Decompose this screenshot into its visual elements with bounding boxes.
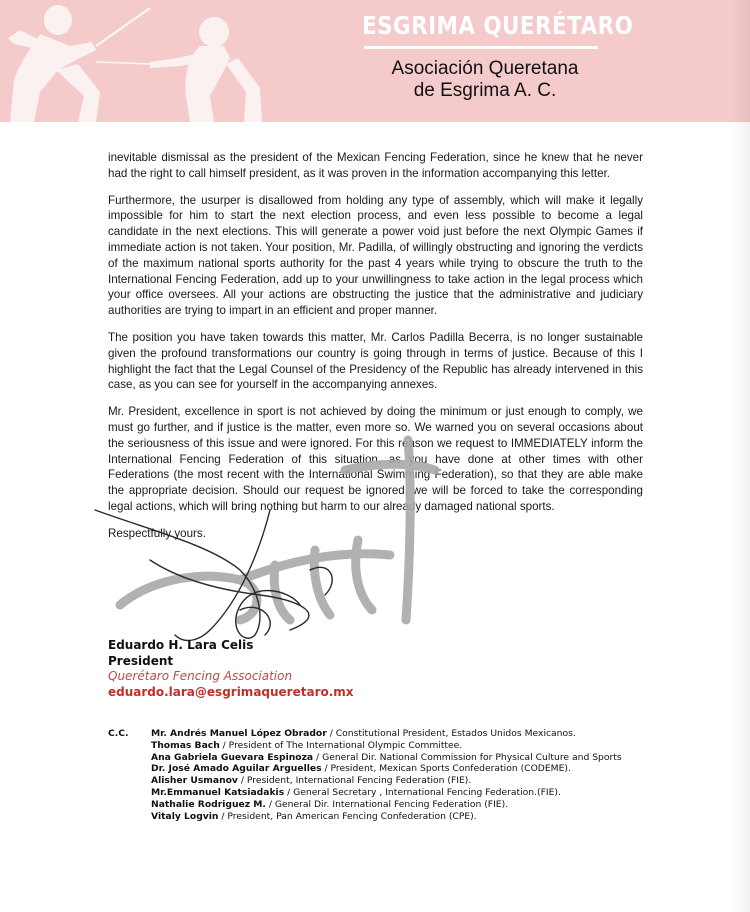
- cc-recipient-role: / President, Pan American Fencing Confederation (CPE).: [218, 810, 477, 822]
- cc-recipient-role: / General Dir. International Fencing Federation (FIE).: [265, 798, 509, 810]
- cc-recipient-name: Thomas Bach: [151, 739, 220, 751]
- cc-recipient-name: Nathalie Rodriguez M.: [151, 798, 266, 810]
- cc-recipient-role: / General Secretary , International Fencing Federation.(FIE).: [284, 786, 561, 798]
- cc-recipient-name: Vitaly Logvin: [151, 810, 219, 822]
- cc-recipient-name: Ana Gabriela Guevara Espinoza: [151, 751, 314, 763]
- paragraph-1: inevitable dismissal as the president of the Mexican Fencing Federation, since he knew that he never had the right to call himself president, as it was proven in the information accompanying this letter.: [108, 151, 643, 180]
- cc-recipient-role: / President, Mexican Sports Confederation (CODEME).: [321, 763, 571, 775]
- cc-recipient-name: Mr. Andrés Manuel López Obrador: [151, 728, 327, 739]
- cc-recipient-role: / President, International Fencing Federation (FIE).: [237, 775, 472, 787]
- org-name-line-2: de Esgrima A. C.: [413, 80, 557, 101]
- cc-recipient-name: Mr.Emmanuel Katsiadakis: [151, 786, 285, 798]
- logo-title: ESGRIMA QUERÉTARO: [362, 11, 634, 40]
- cc-recipient: [151, 740, 671, 752]
- signer-title: President: [108, 653, 174, 668]
- paragraph-3: The position you have taken towards this matter, Mr. Carlos Padilla Becerra, is no longer sustainable given the profound transformations our country is going through in terms of justice. Because of this I highlight the fact that the Legal Counsel of the Presidency of the Republic has already intervened in this case, as you can see for yourself in the accompanying annexes.: [108, 330, 643, 392]
- cc-recipient: [151, 775, 671, 787]
- fencers-watermark-icon: [0, 0, 320, 122]
- cc-recipient: [151, 799, 671, 811]
- paragraph-4: Mr. President, excellence in sport is not achieved by doing the minimum or just enough to comply, we must go further, and if justice is the matter, even more so. We warned you on several occasions about the seriousness of this issue and were ignored. For this reason we request to IMMEDIATELY inform the International Fencing Federation of this situation, as you have done at other times with other Federations (the most recent with the International Swimming Federation), so that they are able make the appropriate decision. Should our request be ignored, we will be forced to take the corresponding legal actions, which will bring nothing but harm to our already damaged national sports.: [108, 405, 643, 513]
- cc-recipient-role: / Constitutional President, Estados Unidos Mexicanos.: [326, 728, 576, 739]
- signer-email-link[interactable]: eduardo.lara@esgrimaqueretaro.mx: [108, 684, 354, 699]
- organization-name: [360, 58, 610, 102]
- cc-recipient-name: Dr. José Amado Aguilar Arguelles: [151, 763, 322, 775]
- closing-salutation: Respectfully yours.: [108, 526, 206, 540]
- letter-body: [108, 150, 643, 553]
- page-edge-shadow: [732, 0, 750, 912]
- cc-recipient: [151, 728, 671, 740]
- cc-recipient-name: Alisher Usmanov: [151, 775, 238, 787]
- signer-name: Eduardo H. Lara Celis: [108, 638, 254, 652]
- cc-recipients: [151, 728, 671, 822]
- org-name-line-1: Asociación Queretana: [391, 58, 579, 79]
- cc-recipient: [151, 787, 671, 799]
- cc-recipient-role: / President of The International Olympic Committee.: [219, 739, 463, 751]
- cc-label: C.C.: [108, 728, 129, 739]
- cc-recipient: [151, 811, 671, 823]
- cc-recipient-role: / General Dir. National Commission for Physical Culture and Sports: [313, 751, 622, 763]
- letterhead: [0, 0, 750, 122]
- cc-recipient: [151, 763, 671, 775]
- cc-recipient: [151, 752, 671, 764]
- signature-block: [108, 638, 354, 700]
- signer-association: Querétaro Fencing Association: [108, 669, 293, 683]
- logo-divider: [364, 46, 598, 49]
- paragraph-2: Furthermore, the usurper is disallowed from holding any type of assembly, which will make it legally impossible for him to start the next election process, and even less possible to become a legal candidate in the next elections. This will generate a power void just before the next Olympic Games if immediate action is not taken. Your position, Mr. Padilla, of willingly obstructing and ignoring the verdicts of the maximum national sports authority for the past 4 years while trying to obscure the truth to the International Fencing Federation, add up to your unwillingness to take action in the legal process which your office oversees. All your actions are obstructing the justice that the administrative and judiciary authorities are trying to impart in an efficient and proper manner.: [108, 193, 643, 318]
